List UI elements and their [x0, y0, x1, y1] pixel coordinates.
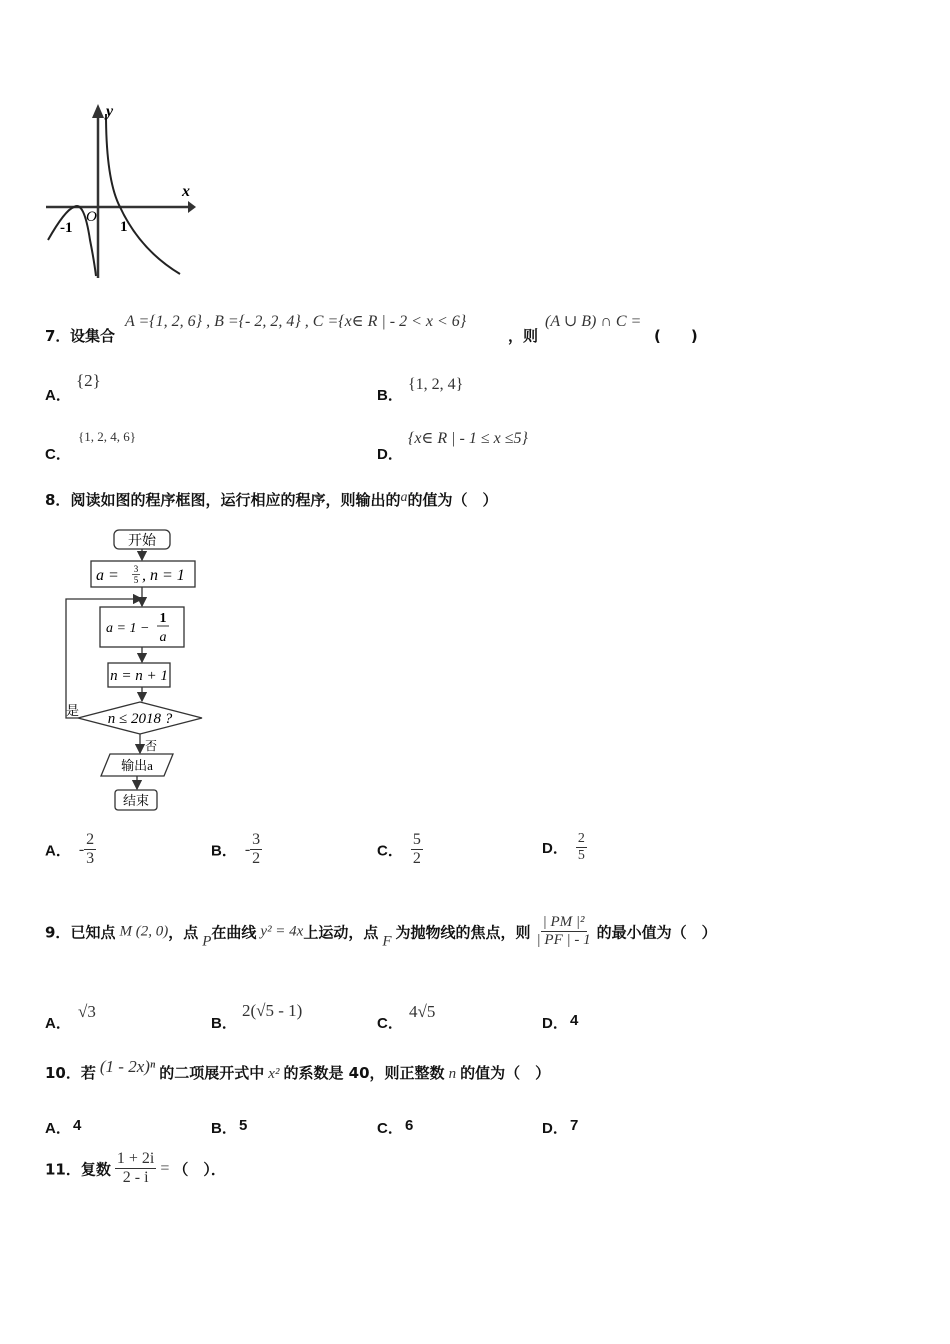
q9-option-d-label: D． — [542, 1015, 568, 1032]
q7-option-c-label: C． — [45, 446, 71, 463]
q7-option-b-value: {1, 2, 4} — [408, 376, 464, 393]
q10-t1: 若 — [80, 1064, 96, 1082]
q9-option-c-label: C． — [377, 1015, 403, 1032]
q11-frac-num: 1 + 2i — [115, 1150, 156, 1169]
q9-frac-num: | PM |² — [541, 914, 587, 932]
graph-origin: O — [86, 209, 97, 225]
q7-lead: 设集合 — [70, 327, 116, 345]
q8-stem — [45, 489, 497, 510]
q8-text-before: 阅读如图的程序框图，运行相应的程序，则输出的 — [70, 491, 401, 509]
q9-t5: 为抛物线的焦点，则 — [395, 923, 531, 942]
function-graph — [40, 100, 200, 280]
q10-binom: (1 - 2x)ⁿ — [99, 1057, 156, 1076]
q8-option-b-sign: - — [244, 840, 251, 858]
flow-assign-n: n = n + 1 — [110, 668, 168, 684]
flow-init-a: a = — [96, 567, 119, 584]
q8-option-c-num: 5 — [411, 831, 423, 850]
flow-no: 否 — [145, 739, 158, 753]
q7-mid: ，则 — [508, 327, 539, 345]
flow-end: 结束 — [122, 793, 150, 808]
q10-n: n — [448, 1066, 457, 1082]
q8-option-a-label: A． — [45, 842, 71, 860]
q8-option-b-den: 2 — [252, 850, 261, 868]
q7-sets: A ={1, 2, 6} , B ={- 2, 2, 4} , C ={x∈ R | - 2 < x < 6} — [125, 313, 467, 330]
flow-init-n: , n = 1 — [142, 567, 185, 584]
q7-option-a-value: {2} — [76, 371, 101, 390]
flow-output: 输出a — [121, 758, 153, 773]
q10-option-d-label: D． — [542, 1120, 568, 1137]
q9-f: F — [382, 933, 392, 950]
q9-number: 9． — [45, 923, 71, 942]
q9-option-a-label: A． — [45, 1015, 71, 1032]
q8-option-d — [542, 831, 587, 864]
q8-text-after: 的值为（ ） — [407, 491, 498, 509]
q10-option-d-value: 7 — [570, 1117, 579, 1134]
flow-yes: 是 — [66, 703, 80, 718]
q7-expr: (A ∪ B) ∩ C = — [545, 313, 642, 330]
q8-option-a-num: 2 — [84, 831, 96, 850]
graph-one: 1 — [120, 219, 128, 235]
flow-init-num: 3 — [133, 564, 139, 574]
q7-option-c-value: {1, 2, 4, 6} — [78, 429, 136, 444]
q9-option-d-value: 4 — [570, 1012, 579, 1029]
q7-option-a-label: A． — [45, 387, 71, 404]
q10-term: x² — [268, 1066, 280, 1082]
q8-option-a-sign: - — [78, 840, 85, 858]
q9-curve: y² = 4x — [260, 923, 304, 940]
q9-option-b-label: B． — [211, 1015, 237, 1032]
q8-option-b — [211, 831, 262, 869]
q7-option-d-label: D． — [377, 446, 403, 463]
q7-option-b-label: B． — [377, 387, 403, 404]
q7-option-d-value: {x∈ R | - 1 ≤ x ≤5} — [408, 430, 528, 447]
q9-point-m: M (2, 0) — [119, 923, 169, 940]
q10-option-a-value: 4 — [73, 1117, 82, 1134]
q8-option-b-num: 3 — [250, 831, 262, 850]
q8-option-c-label: C． — [377, 842, 403, 860]
graph-neg-one: -1 — [60, 220, 73, 236]
q10-t2: 的二项展开式中 — [159, 1064, 265, 1082]
q8-option-b-label: B． — [211, 842, 237, 860]
q8-option-c-den: 2 — [412, 850, 421, 868]
flow-assign-den: a — [159, 630, 167, 645]
flow-assign-a: a = 1 − — [106, 621, 150, 636]
q11-number: 11． — [45, 1160, 81, 1179]
q8-var: a — [400, 490, 408, 505]
q7-paren: ( ) — [654, 327, 698, 345]
flow-cond: n ≤ 2018 ? — [107, 711, 173, 727]
q9-t4: 上运动，点 — [303, 923, 379, 942]
q9-t3: 在曲线 — [211, 923, 257, 942]
graph-y-label: y — [106, 103, 114, 120]
q8-option-d-label: D． — [542, 840, 568, 858]
q9-t2: ，点 — [168, 923, 199, 942]
flow-init-den: 5 — [133, 575, 139, 585]
graph-x-label: x — [182, 183, 190, 200]
q10-option-b-value: 5 — [239, 1117, 248, 1134]
q8-option-a-den: 3 — [86, 850, 95, 868]
q8-number: 8． — [45, 491, 71, 509]
q8-option-d-den: 5 — [577, 848, 585, 864]
q10-t4: 的值为（ ） — [460, 1064, 551, 1082]
q9-t1: 已知点 — [70, 923, 116, 942]
flow-assign-num: 1 — [159, 611, 167, 626]
q8-option-c — [377, 831, 423, 869]
q9-t6: 的最小值为（ ） — [596, 923, 717, 942]
q9-option-c-value: 4√5 — [409, 1002, 436, 1021]
q9-p: P — [202, 933, 212, 950]
q10-stem — [45, 1057, 551, 1083]
q8-option-a — [45, 831, 96, 869]
q10-t3: 的系数是 40，则正整数 — [283, 1064, 445, 1082]
q9-stem — [45, 914, 717, 950]
q9-frac-den: | PF | - 1 — [536, 932, 591, 949]
flowchart — [60, 526, 220, 816]
question-11 — [45, 1150, 226, 1188]
q10-option-b-label: B． — [211, 1120, 237, 1137]
q10-option-c-value: 6 — [405, 1117, 414, 1134]
q10-option-c-label: C． — [377, 1120, 403, 1137]
q9-option-a-value: √3 — [78, 1002, 96, 1021]
q7-number: 7． — [45, 327, 71, 345]
q10-option-a-label: A． — [45, 1120, 71, 1137]
q9-option-b-value: 2(√5 - 1) — [242, 1001, 303, 1020]
q10-number: 10． — [45, 1064, 81, 1082]
q11-eq: = — [160, 1159, 170, 1177]
q8-option-d-num: 2 — [576, 831, 587, 848]
q11-t2: （ ）． — [173, 1160, 226, 1179]
q11-frac-den: 2 - i — [122, 1169, 149, 1187]
q11-t1: 复数 — [80, 1160, 111, 1179]
flow-start: 开始 — [128, 534, 156, 549]
